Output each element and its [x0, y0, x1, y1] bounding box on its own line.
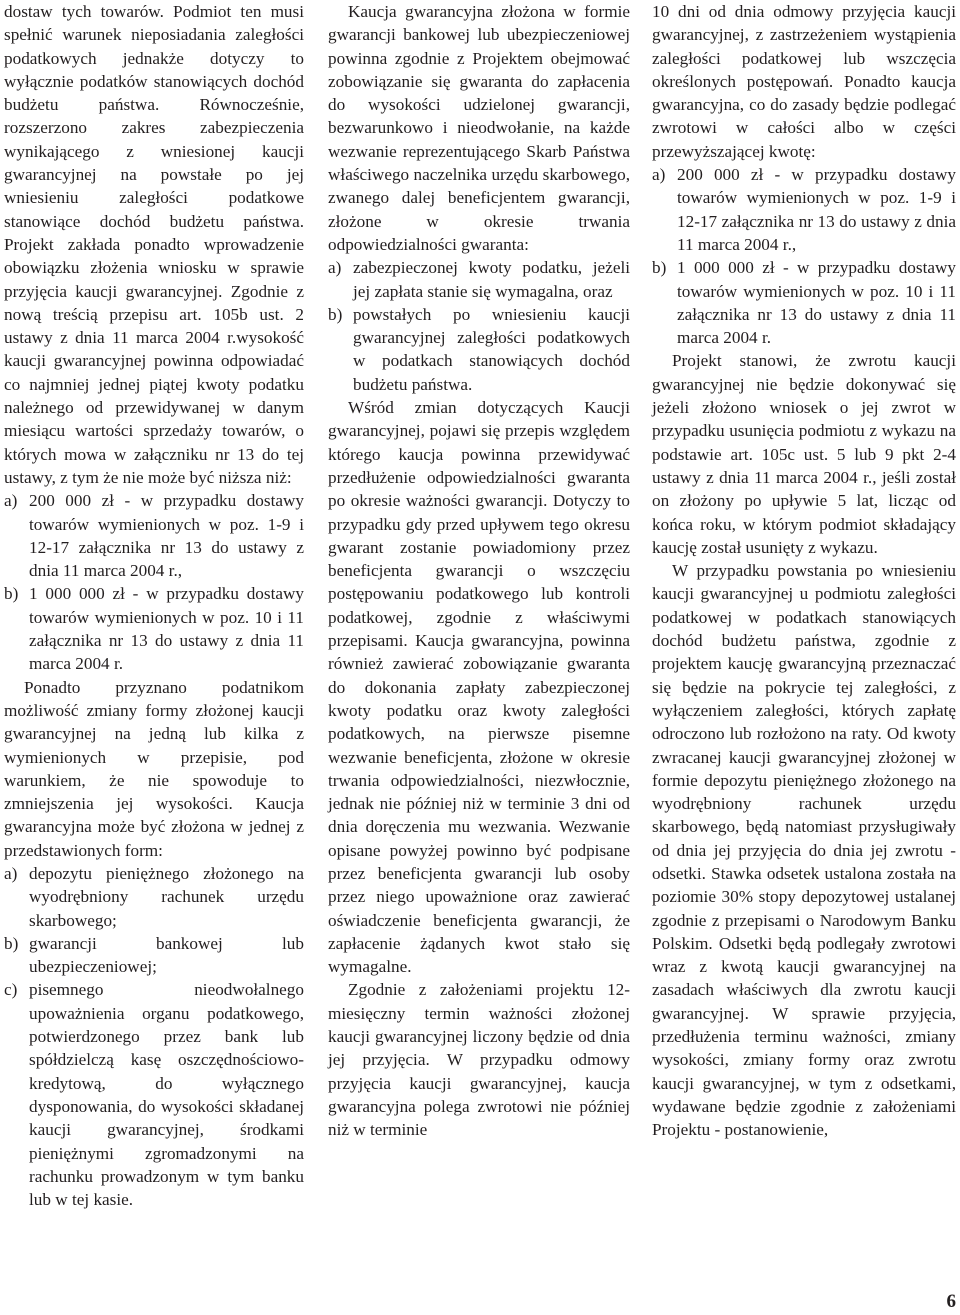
list-marker: a) — [652, 165, 666, 185]
paragraph: Kaucja gwarancyjna złożona w formie gwarancji bankowej lub ubezpieczeniowej powinna zgodnie z Projektem obejmować zobowiązanie się gwaranta do zapłacenia do wysokości udzielonej gwarancji, bezwarunkowo i nieodwołanie, na każde wezwanie reprezentującego Skarb Państwa właściwego naczelnika urzędu skarbowego, zwanego dalej beneficjentem gwarancji, złożone w okresie trwania odpowiedzialności gwaranta: — [328, 2, 630, 254]
list-marker: b) — [328, 304, 343, 324]
list-item-text: 1 000 000 zł - w przypadku dostawy towarów wymienionych w poz. 10 i 11 załącznika nr 13 do ustawy z dnia 11 marca 2004 r. — [29, 584, 304, 674]
column-1 — [4, 0, 304, 1211]
list-marker: c) — [4, 980, 18, 1000]
paragraph: dostaw tych towarów. Podmiot ten musi spełnić warunek nieposiadania zaległości podatkowych jednakże dotyczy to wyłącznie podatków stanowiących dochód budżetu państwa. Równocześnie, rozszerzono zakres zabezpieczenia wynikającego z wniesionej kaucji gwarancyjnej na powstałe po jej wniesieniu zaległości podatkowe stanowiące dochód budżetu państwa. Projekt zakłada ponadto wprowadzenie obowiązku złożenia wniosku w sprawie przyjęcia kaucji gwarancyjnej. Zgodnie z nową treścią przepisu art. 105b ust. 2 ustawy z dnia 11 marca 2004 r.wysokość kaucji gwarancyjnej powinna odpowiadać co najmniej jednej piątej kwoty podatku należnego od przewidywanej w danym miesiącu wartości sprzedaży towarów, o których mowa w załączniku nr 13 do tej ustawy, z tym że nie może być niższa niż: — [4, 2, 304, 487]
list-item-text: zabezpieczonej kwoty podatku, jeżeli jej zapłata stanie się wymagalna, oraz — [353, 258, 630, 301]
list-item — [4, 978, 304, 1211]
list-item — [328, 303, 630, 396]
list-item-text: pisemnego nieodwołalnego upoważnienia organu podatkowego, potwierdzonego przez bank lub spółdzielczą kasę oszczędnościowo-kredytową, do wyłącznego dysponowania, do wysokości składanej kaucji gwarancyjnej, środkami pieniężnymi zgromadzonymi na rachunku prowadzonym w tym banku lub w tej kasie. — [29, 980, 304, 1210]
column-3 — [652, 0, 956, 1142]
list-item — [328, 256, 630, 303]
list-item — [4, 932, 304, 979]
list-item-text: gwarancji bankowej lub ubezpieczeniowej; — [29, 933, 304, 977]
column-2 — [328, 0, 630, 1142]
paragraph: Wśród zmian dotyczących Kaucji gwarancyjnej, pojawi się przepis względem którego kaucja powinna przewidywać przedłużenie odpowiedzialności gwaranta po okresie ważności gwarancji. Dotyczy to przypadku gdy przed upływem tego okresu gwarant zostanie powiadomiony przez beneficjenta gwarancji o wszczęciu postępowaniu podatkowego lub kontroli podatkowej, zgodnie z właściwymi przepisami. Kaucja gwarancyjna, powinna również zawierać zobowiązanie gwaranta do dokonania zapłaty zabezpieczonej kwoty podatku oraz kwoty zaległości podatkowych, na pierwsze pisemne wezwanie beneficjenta, złożone w okresie trwania odpowiedzialności, niezwłocznie, jednak nie później niż w terminie 3 dni od dnia doręczenia mu wezwania. Wezwanie opisane powyżej powinno być podpisane przez beneficjenta gwarancji lub osoby przez niego upoważnione oraz zawierać oświadczenie beneficjenta gwarancji, że zapłacenie żądanych kwot stało się wymagalne. — [328, 398, 630, 977]
list-item — [652, 256, 956, 349]
amount-list — [652, 163, 956, 349]
list-marker: b) — [4, 933, 19, 953]
list-marker: b) — [652, 258, 667, 278]
paragraph: W przypadku powstania po wniesieniu kaucji gwarancyjnej u podmiotu zaległości podatkowej w podatkach stanowiących dochód budżetu państwa, zgodnie z projektem kaucję gwarancyjną przeznaczać się będzie na pokrycie tej zaległości, z wyłączeniem zaległości, których zapłatę odroczono lub rozłożono na raty. Od kwoty zwracanej kaucji gwarancyjnej złożonej w formie depozytu pieniężnego złożonego na wyodrębniony rachunek urzędu skarbowego, będą natomiast przysługiwały od dnia jej przyjęcia do dnia jej zwrotu - odsetki. Stawka odsetek ustalona została na poziomie 30% stopy depozytowej ustalanej zgodnie z przepisami o Narodowym Banku Polskim. Odsetki będą podlegały zwrotowi wraz z kwotą kaucji gwarancyjnej na zasadach właściwych dla zwrotu kaucji gwarancyjnej. W sprawie przyjęcia, przedłużenia terminu ważności, zmiany wysokości, zmiany formy oraz zwrotu kaucji gwarancyjnej, w tym z odsetkami, wydawane będzie zgodnie z założeniami Projektu - postanowienie, — [652, 561, 956, 1140]
list-marker: a) — [4, 491, 18, 511]
list-item — [4, 582, 304, 675]
amount-list — [4, 489, 304, 675]
list-marker: a) — [328, 258, 342, 278]
list-item — [4, 489, 304, 582]
liability-list — [328, 256, 630, 396]
paragraph: Projekt stanowi, że zwrotu kaucji gwarancyjnej nie będzie dokonywać się jeżeli złożono wniosek o jej zwrot w przypadku usunięcia podmiotu z wykazu na podstawie art. 105c ust. 5 lub 9 pkt 2-4 ustawy z dnia 11 marca 2004 r., jeśli został on złożony po upływie 5 lat, licząc od końca roku, w którym podmiot składający kaucję został usunięty z wykazu. — [652, 351, 956, 557]
forms-list — [4, 862, 304, 1211]
list-item-text: 1 000 000 zł - w przypadku dostawy towarów wymienionych w poz. 10 i 11 załącznika nr 13 do ustawy z dnia 11 marca 2004 r. — [677, 258, 956, 348]
list-item-text: depozytu pieniężnego złożonego na wyodrębniony rachunek urzędu skarbowego; — [29, 863, 304, 930]
paragraph: Ponadto przyznano podatnikom możliwość zmiany formy złożonej kaucji gwarancyjnej na jedną lub kilka z wymienionych w przepisie, pod warunkiem, że nie spowoduje to zmniejszenia jej wysokości. Kaucja gwarancyjna może być złożona w jednej z przedstawionych form: — [4, 677, 304, 860]
list-item-text: powstałych po wniesieniu kaucji gwarancyjnej zaległości podatkowych w podatkach stanowiących dochód budżetu państwa. — [353, 304, 630, 394]
page-number: 6 — [946, 1291, 956, 1312]
list-marker: b) — [4, 584, 19, 604]
list-item-text: 200 000 zł - w przypadku dostawy towarów wymienionych w poz. 1-9 i 12-17 załącznika nr 13 do ustawy z dnia 11 marca 2004 r., — [29, 491, 304, 581]
list-item — [652, 163, 956, 256]
list-item-text: 200 000 zł - w przypadku dostawy towarów wymienionych w poz. 1-9 i 12-17 załącznika nr 13 do ustawy z dnia 11 marca 2004 r., — [677, 165, 956, 254]
paragraph: Zgodnie z założeniami projektu 12-miesięczny termin ważności złożonej kaucji gwarancyjnej liczony będzie od dnia jej przyjęcia. W przypadku odmowy przyjęcia kaucji gwarancyjnej, kaucja gwarancyjna polega zwrotowi nie później niż w terminie — [328, 980, 630, 1140]
list-marker: a) — [4, 863, 18, 883]
list-item — [4, 862, 304, 932]
paragraph: 10 dni od dnia odmowy przyjęcia kaucji gwarancyjnej, z zastrzeżeniem wystąpienia zaległości podatkowej lub wszczęcia określonych postępowań. Ponadto kaucja gwarancyjna, co do zasady będzie podlegać zwrotowi w całości albo w części przewyższającej kwotę: — [652, 2, 956, 161]
